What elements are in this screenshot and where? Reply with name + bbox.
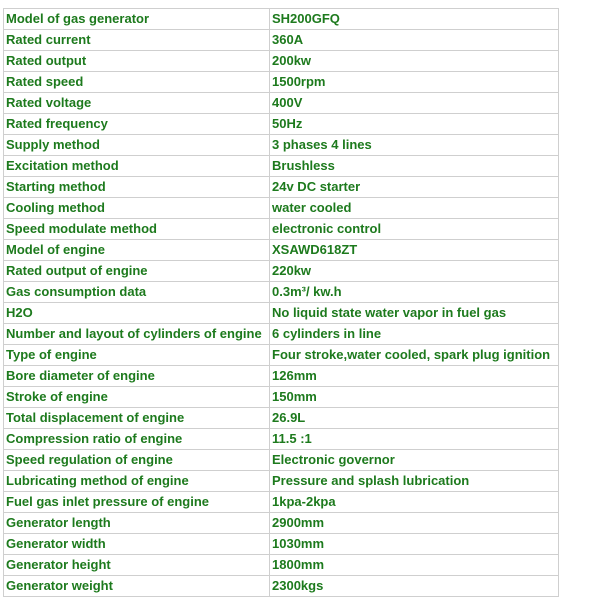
table-row [4,177,559,198]
spec-label: Generator height [4,555,270,576]
spec-label: H2O [4,303,270,324]
spec-value: Four stroke,water cooled, spark plug ignition [270,345,559,366]
spec-value: 11.5 :1 [270,429,559,450]
table-row [4,408,559,429]
spec-label: Rated frequency [4,114,270,135]
spec-value: 200kw [270,51,559,72]
table-row [4,513,559,534]
table-row [4,261,559,282]
table-row [4,492,559,513]
spec-label: Speed regulation of engine [4,450,270,471]
table-row [4,366,559,387]
spec-value: XSAWD618ZT [270,240,559,261]
spec-table [3,8,559,597]
spec-label: Generator width [4,534,270,555]
spec-table-body [4,9,559,597]
spec-value: 1kpa-2kpa [270,492,559,513]
table-row [4,345,559,366]
table-row [4,282,559,303]
spec-label: Model of engine [4,240,270,261]
table-row [4,429,559,450]
table-row [4,135,559,156]
table-row [4,471,559,492]
spec-value: Pressure and splash lubrication [270,471,559,492]
spec-value: electronic control [270,219,559,240]
spec-label: Generator weight [4,576,270,597]
spec-value: 360A [270,30,559,51]
table-row [4,303,559,324]
spec-value: 26.9L [270,408,559,429]
table-row [4,72,559,93]
spec-label: Rated voltage [4,93,270,114]
spec-value: 0.3m³/ kw.h [270,282,559,303]
spec-value: 2300kgs [270,576,559,597]
spec-label: Speed modulate method [4,219,270,240]
spec-value: 50Hz [270,114,559,135]
spec-value: Electronic governor [270,450,559,471]
spec-label: Rated output of engine [4,261,270,282]
spec-label: Supply method [4,135,270,156]
spec-label: Bore diameter of engine [4,366,270,387]
spec-value: 220kw [270,261,559,282]
spec-value: 24v DC starter [270,177,559,198]
table-row [4,555,559,576]
table-row [4,51,559,72]
table-row [4,240,559,261]
spec-label: Lubricating method of engine [4,471,270,492]
table-row [4,9,559,30]
spec-value: 1500rpm [270,72,559,93]
table-row [4,576,559,597]
spec-label: Stroke of engine [4,387,270,408]
spec-label: Compression ratio of engine [4,429,270,450]
spec-label: Model of gas generator [4,9,270,30]
spec-label: Starting method [4,177,270,198]
table-row [4,324,559,345]
spec-label: Generator length [4,513,270,534]
spec-label: Rated speed [4,72,270,93]
table-row [4,219,559,240]
spec-label: Number and layout of cylinders of engine [4,324,270,345]
spec-value: 1800mm [270,555,559,576]
spec-label: Cooling method [4,198,270,219]
spec-value: 400V [270,93,559,114]
spec-label: Total displacement of engine [4,408,270,429]
table-row [4,156,559,177]
spec-value: 3 phases 4 lines [270,135,559,156]
spec-value: SH200GFQ [270,9,559,30]
spec-label: Excitation method [4,156,270,177]
table-row [4,30,559,51]
spec-label: Rated current [4,30,270,51]
spec-value: Brushless [270,156,559,177]
table-row [4,450,559,471]
spec-label: Type of engine [4,345,270,366]
spec-value: water cooled [270,198,559,219]
spec-label: Gas consumption data [4,282,270,303]
table-row [4,198,559,219]
spec-value: 150mm [270,387,559,408]
spec-value: No liquid state water vapor in fuel gas [270,303,559,324]
table-row [4,387,559,408]
table-row [4,114,559,135]
spec-value: 126mm [270,366,559,387]
spec-label: Fuel gas inlet pressure of engine [4,492,270,513]
spec-value: 6 cylinders in line [270,324,559,345]
spec-value: 1030mm [270,534,559,555]
spec-value: 2900mm [270,513,559,534]
table-row [4,534,559,555]
spec-label: Rated output [4,51,270,72]
table-row [4,93,559,114]
